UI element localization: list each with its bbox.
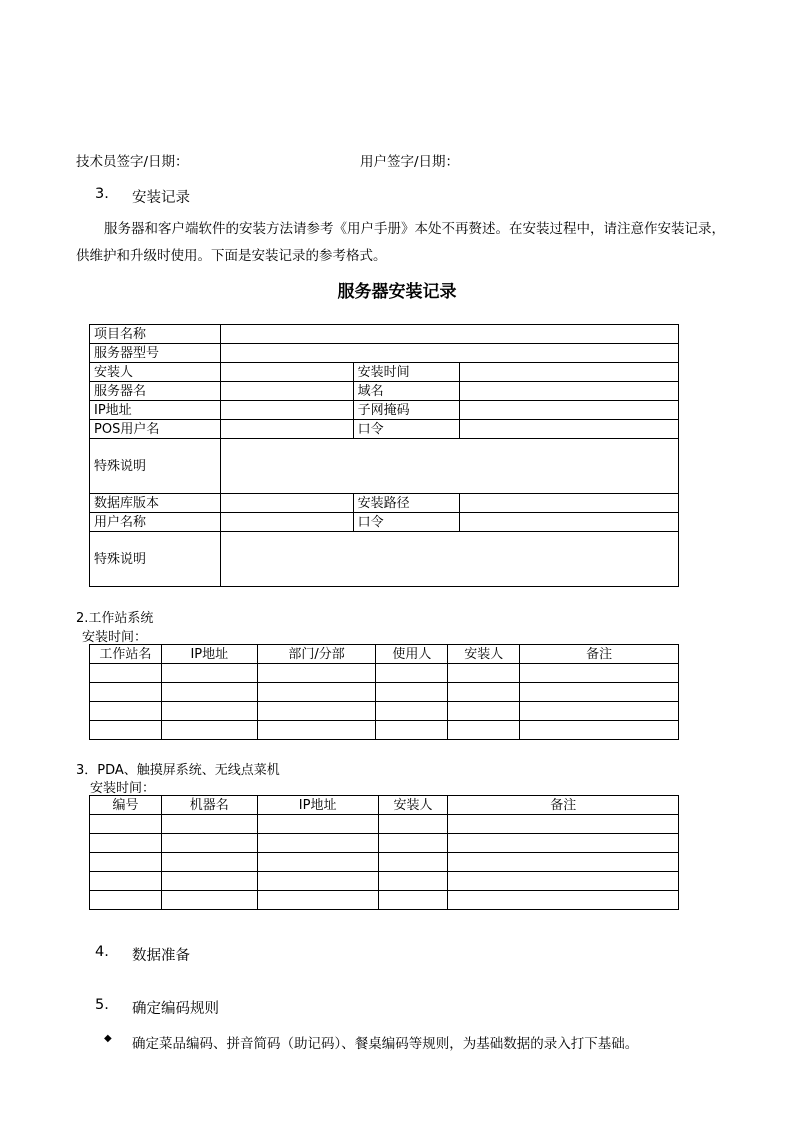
workstation-heading: 2.工作站系统 [76, 611, 154, 626]
value-server-name [220, 382, 353, 401]
cell-ip: IP地址 [90, 401, 221, 420]
cell-install-time: 安装时间 [353, 363, 460, 382]
server-record-table [89, 324, 679, 587]
table-row [90, 702, 679, 721]
value-db-version [220, 494, 353, 513]
value-installer [220, 363, 353, 382]
cell-user-name: 用户名称 [90, 513, 221, 532]
section-3-number: 3. [95, 186, 109, 202]
header-ip: IP地址 [257, 796, 378, 815]
intro-text: 服务器和客户端软件的安装方法请参考《用户手册》本处不再赘述。在安装过程中，请注意作安装记录，供维护和升级时使用。下面是安装记录的参考格式。 [76, 221, 725, 264]
cell-special-2: 特殊说明 [90, 532, 221, 587]
cell-password-2: 口令 [353, 513, 460, 532]
value-password-2 [460, 513, 679, 532]
cell-db-version: 数据库版本 [90, 494, 221, 513]
value-special-2 [220, 532, 678, 587]
cell-installer: 安装人 [90, 363, 221, 382]
header-ip: IP地址 [161, 645, 257, 664]
section-3-title: 安装记录 [132, 190, 190, 206]
table-row [90, 683, 679, 702]
user-signature-label: 用户签字/日期： [360, 154, 460, 170]
table-row [90, 834, 679, 853]
intro-paragraph [76, 216, 726, 270]
workstation-table [89, 644, 679, 740]
header-workstation-name: 工作站名 [90, 645, 162, 664]
pda-heading: 3．PDA、触摸屏系统、无线点菜机 [76, 763, 280, 778]
cell-subnet: 子网掩码 [353, 401, 460, 420]
value-password [460, 420, 679, 439]
cell-password: 口令 [353, 420, 460, 439]
value-subnet [460, 401, 679, 420]
cell-project-name: 项目名称 [90, 325, 221, 344]
section-4-title: 数据准备 [132, 948, 190, 964]
value-install-path [460, 494, 679, 513]
cell-pos-user: POS用户名 [90, 420, 221, 439]
value-server-model [220, 344, 678, 363]
header-notes: 备注 [520, 645, 679, 664]
table-row [90, 891, 679, 910]
pda-time-label: 安装时间： [90, 781, 156, 796]
cell-domain: 域名 [353, 382, 460, 401]
cell-special: 特殊说明 [90, 439, 221, 494]
value-ip [220, 401, 353, 420]
section-5-number: 5. [95, 997, 109, 1013]
header-installer: 安装人 [448, 645, 520, 664]
header-user: 使用人 [376, 645, 448, 664]
table-row [90, 664, 679, 683]
value-pos-user [220, 420, 353, 439]
cell-install-path: 安装路径 [353, 494, 460, 513]
header-number: 编号 [90, 796, 162, 815]
header-department: 部门/分部 [257, 645, 376, 664]
pda-table [89, 795, 679, 910]
section-4-number: 4. [95, 944, 109, 960]
technician-signature-label: 技术员签字/日期： [76, 154, 189, 170]
value-domain [460, 382, 679, 401]
table-row [90, 721, 679, 740]
header-machine-name: 机器名 [161, 796, 257, 815]
value-special [220, 439, 678, 494]
table-row [90, 853, 679, 872]
header-installer: 安装人 [378, 796, 448, 815]
diamond-bullet-icon: ◆ [104, 1033, 112, 1044]
bullet-text: 确定菜品编码、拼音简码（助记码）、餐桌编码等规则，为基础数据的录入打下基础。 [132, 1036, 639, 1052]
table-row [90, 815, 679, 834]
value-install-time [460, 363, 679, 382]
value-user-name [220, 513, 353, 532]
workstation-time-label: 安装时间： [82, 630, 148, 645]
header-notes: 备注 [448, 796, 679, 815]
server-record-title: 服务器安装记录 [337, 282, 457, 302]
section-5-title: 确定编码规则 [132, 1001, 219, 1017]
value-project-name [220, 325, 678, 344]
table-row [90, 872, 679, 891]
cell-server-name: 服务器名 [90, 382, 221, 401]
cell-server-model: 服务器型号 [90, 344, 221, 363]
